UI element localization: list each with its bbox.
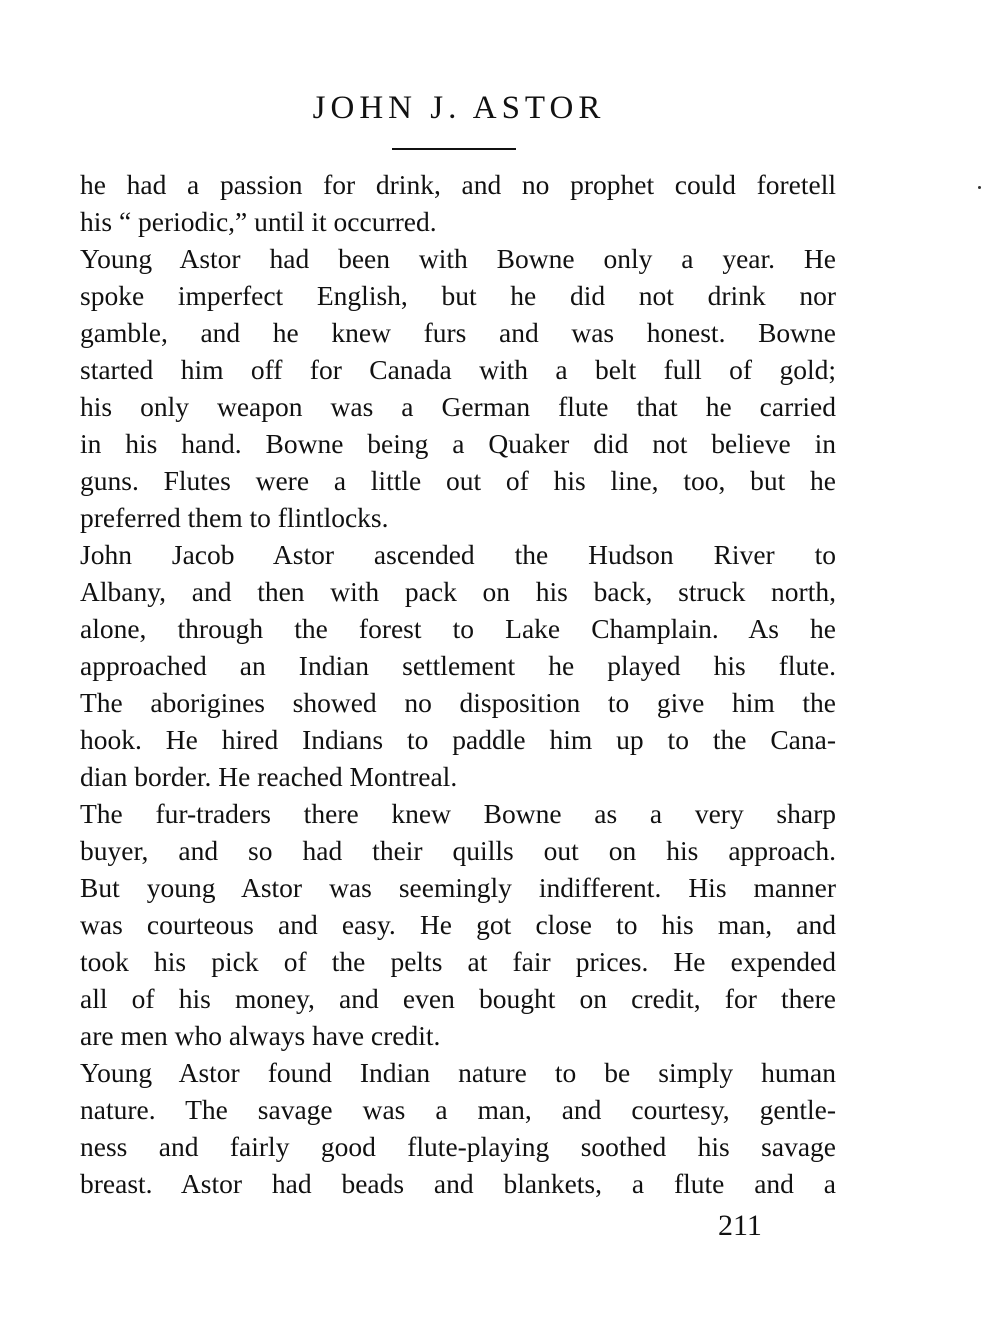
paragraph: [80, 240, 836, 536]
paragraph: [80, 1054, 836, 1202]
text-line: But young Astor was seemingly indifferent. His manner: [80, 872, 836, 903]
text-line: hook. He hired Indians to paddle him up to the Cana-: [80, 724, 836, 755]
text-line: buyer, and so had their quills out on his approach.: [80, 835, 836, 866]
text-line: The aborigines showed no disposition to give him the: [80, 687, 836, 718]
text-line: guns. Flutes were a little out of his line, too, but he: [80, 465, 836, 496]
text-line: John Jacob Astor ascended the Hudson River to: [80, 539, 836, 570]
text-line: breast. Astor had beads and blankets, a flute and a: [80, 1168, 836, 1199]
text-line: preferred them to flintlocks.: [80, 502, 389, 533]
text-line: are men who always have credit.: [80, 1020, 441, 1051]
text-line: spoke imperfect English, but he did not drink nor: [80, 280, 836, 311]
text-line: Albany, and then with pack on his back, struck north,: [80, 576, 836, 607]
text-line: took his pick of the pelts at fair prices. He expended: [80, 946, 836, 977]
paragraph: [80, 795, 836, 1054]
text-line: Young Astor had been with Bowne only a year. He: [80, 243, 836, 274]
text-line: nature. The savage was a man, and courtesy, gentle-: [80, 1094, 836, 1125]
text-line: dian border. He reached Montreal.: [80, 761, 458, 792]
paragraph: [80, 166, 836, 240]
text-line: started him off for Canada with a belt full of gold;: [80, 354, 836, 385]
page-number: 211: [718, 1209, 762, 1242]
text-line: alone, through the forest to Lake Champlain. As he: [80, 613, 836, 644]
text-line: gamble, and he knew furs and was honest. Bowne: [80, 317, 836, 348]
paragraph: [80, 536, 836, 795]
text-line: his “ periodic,” until it occurred.: [80, 206, 437, 237]
text-line: ness and fairly good flute-playing soothed his savage: [80, 1131, 836, 1162]
print-speck: [978, 186, 981, 189]
text-line: was courteous and easy. He got close to his man, and: [80, 909, 836, 940]
body-text: [80, 166, 836, 1202]
text-line: in his hand. Bowne being a Quaker did not believe in: [80, 428, 836, 459]
running-head: JOHN J. ASTOR: [312, 90, 606, 126]
text-line: all of his money, and even bought on credit, for there: [80, 983, 836, 1014]
text-line: The fur-traders there knew Bowne as a very sharp: [80, 798, 836, 829]
text-line: his only weapon was a German flute that he carried: [80, 391, 836, 422]
text-line: he had a passion for drink, and no prophet could foretell: [80, 169, 836, 200]
head-rule: [392, 148, 516, 150]
text-line: Young Astor found Indian nature to be simply human: [80, 1057, 836, 1088]
text-line: approached an Indian settlement he played his flute.: [80, 650, 836, 681]
